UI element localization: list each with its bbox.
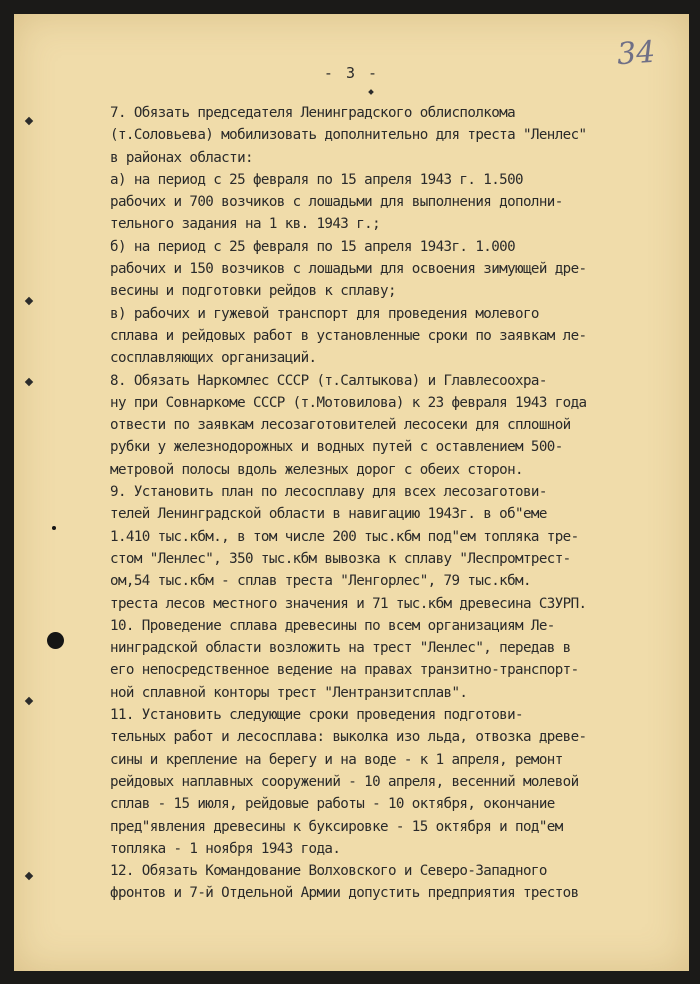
- text-line: топляка - 1 ноября 1943 года.: [110, 840, 341, 857]
- text-line: (т.Соловьева) мобилизовать дополнительно для треста "Ленлес": [110, 127, 587, 144]
- punch-hole: [47, 632, 64, 649]
- text-line: 9. Установить план по лесосплаву для всех лесозаготови-: [110, 484, 547, 501]
- margin-mark: [368, 89, 374, 95]
- text-line: тельных работ и лесосплава: выколка изо льда, отвозка древе-: [110, 729, 587, 746]
- margin-mark: [25, 297, 33, 305]
- text-line: отвести по заявкам лесозаготовителей лесосеки для сплошной: [110, 417, 571, 434]
- text-line: 11. Установить следующие сроки проведения подготови-: [110, 707, 523, 724]
- page-number: - 3 -: [323, 64, 380, 82]
- text-line: нинградской области возложить на трест "Ленлес", передав в: [110, 640, 571, 657]
- text-line: рубки у железнодорожных и водных путей с оставлением 500-: [110, 439, 563, 456]
- text-line: 12. Обязать Командование Волховского и Северо-Западного: [110, 863, 547, 880]
- text-line: в) рабочих и гужевой транспорт для проведения молевого: [110, 305, 539, 322]
- text-line: рабочих и 150 возчиков с лошадьми для освоения зимующей дре-: [110, 261, 587, 278]
- text-line: тельного задания на 1 кв. 1943 г.;: [110, 216, 381, 233]
- text-line: 10. Проведение сплава древесины по всем организациям Ле-: [110, 617, 555, 634]
- margin-mark: [25, 697, 33, 705]
- text-line: рабочих и 700 возчиков с лошадьми для выполнения дополни-: [110, 194, 563, 211]
- text-line: 7. Обязать председателя Ленинградского облисполкома: [110, 105, 516, 121]
- margin-mark: [25, 378, 33, 386]
- text-line: ной сплавной конторы трест "Лентранзитсплав".: [110, 684, 468, 701]
- text-line: телей Ленинградской области в навигацию 1943г. в об"еме: [110, 506, 547, 523]
- text-line: фронтов и 7-й Отдельной Армии допустить предприятия трестов: [110, 885, 579, 902]
- text-line: 1.410 тыс.кбм., в том числе 200 тыс.кбм под"ем топляка тре-: [110, 528, 579, 545]
- text-line: его непосредственное ведение на правах транзитно-транспорт-: [110, 662, 579, 679]
- text-line: сины и крепление на берегу и на воде - к 1 апреля, ремонт: [110, 751, 563, 768]
- margin-mark: [25, 117, 33, 125]
- text-line: сосплавляющих организаций.: [110, 350, 317, 367]
- text-line: пред"явления древесины к буксировке - 15 октября и под"ем: [110, 818, 563, 835]
- text-line: метровой полосы вдоль железных дорог с обеих сторон.: [110, 461, 523, 478]
- text-line: ом,54 тыс.кбм - сплав треста "Ленгорлес", 79 тыс.кбм.: [110, 573, 531, 590]
- text-line: 8. Обязать Наркомлес СССР (т.Салтыкова) и Главлесоохра-: [110, 372, 547, 389]
- text-line: весины и подготовки рейдов к сплаву;: [110, 283, 396, 300]
- folio-number: 34: [615, 34, 657, 73]
- text-line: б) на период с 25 февраля по 15 апреля 1943г. 1.000: [110, 238, 516, 255]
- text-line: треста лесов местного значения и 71 тыс.кбм древесина СЗУРП.: [110, 595, 587, 612]
- text-line: сплава и рейдовых работ в установленные сроки по заявкам ле-: [110, 327, 587, 344]
- document-page: [14, 14, 689, 971]
- document-body: [110, 102, 670, 905]
- text-line: ну при Совнаркоме СССР (т.Мотовилова) к 23 февраля 1943 года: [110, 394, 587, 411]
- text-line: стом "Ленлес", 350 тыс.кбм вывозка к сплаву "Леспромтрест-: [110, 550, 571, 567]
- margin-mark: [25, 872, 33, 880]
- text-line: в районах области:: [110, 149, 253, 166]
- punch-hole-top: [52, 526, 56, 530]
- text-line: рейдовых наплавных сооружений - 10 апреля, весенний молевой: [110, 773, 579, 790]
- text-line: а) на период с 25 февраля по 15 апреля 1943 г. 1.500: [110, 171, 523, 188]
- text-line: сплав - 15 июля, рейдовые работы - 10 октября, окончание: [110, 796, 555, 813]
